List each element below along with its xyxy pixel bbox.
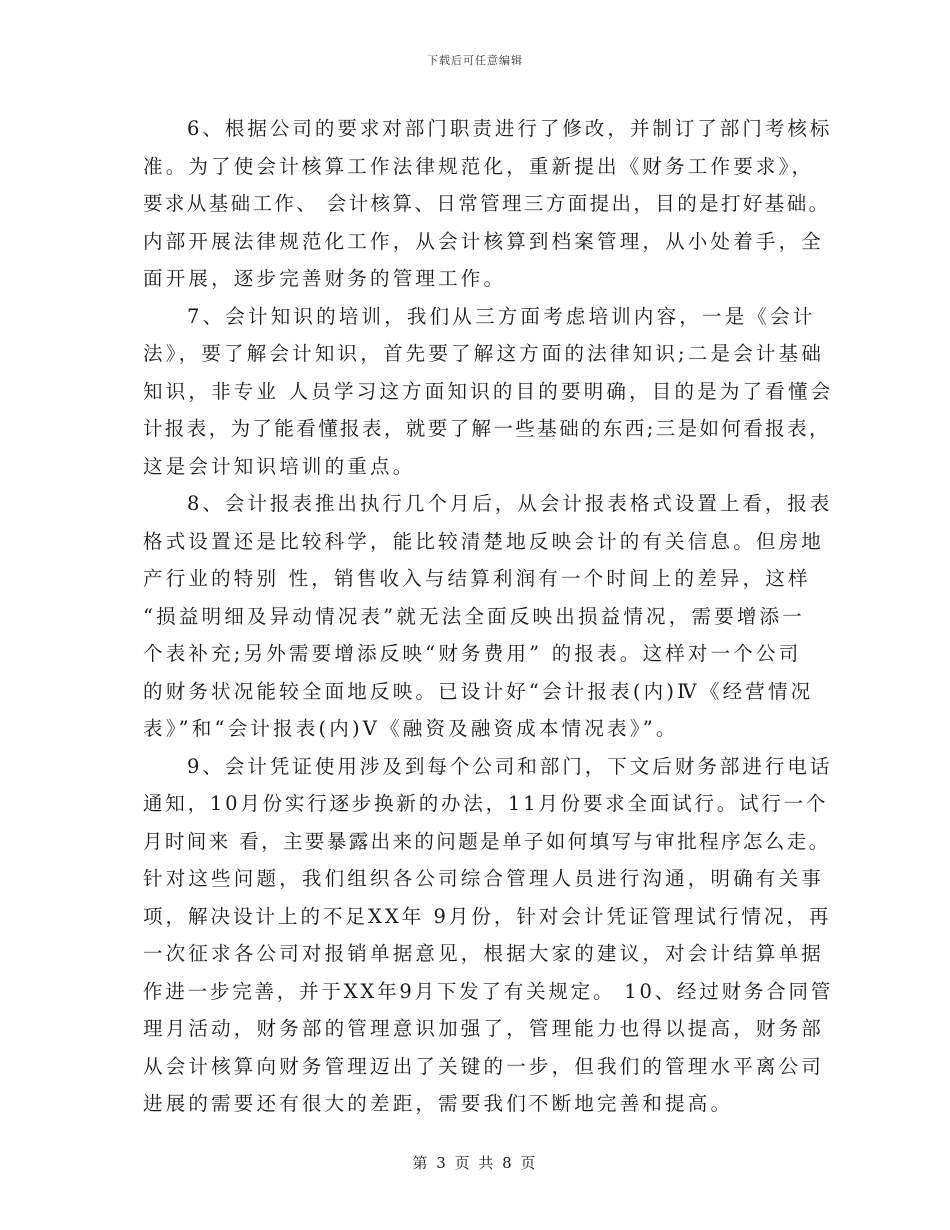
text-line: 面开展，逐步完善财务的管理工作。 <box>143 267 507 290</box>
text-line: 作进一步完善，并于XX年9月下发了有关规定。 10、经过财务合同管 <box>143 979 834 1003</box>
text-line: 理月活动，财务部的管理意识加强了，管理能力也得以提高，财务部 <box>143 1017 825 1040</box>
text-line: 计报表，为了能看懂报表，就要了解一些基础的东西;三是如何看报表， <box>143 417 831 440</box>
text-line: 个表补充;另外需要增添反映“财务费用” 的报表。这样对一个公司 <box>143 642 802 665</box>
document-body <box>143 110 834 1123</box>
text-line: “损益明细及异动情况表”就无法全面反映出损益情况，需要增添一 <box>143 604 805 628</box>
text-line: 准。为了使会计核算工作法律规范化，重新提出《财务工作要求》， <box>143 154 815 178</box>
text-line: 7、会计知识的培训，我们从三方面考虑培训内容，一是《会计 <box>187 304 816 328</box>
text-line: 一次征求各公司对报销单据意见，根据大家的建议，对会计结算单据 <box>143 942 825 965</box>
paragraph-7 <box>143 298 834 486</box>
text-line: 针对这些问题，我们组织各公司综合管理人员进行沟通，明确有关事 <box>143 867 825 890</box>
text-line: 要求从基础工作、 会计核算、日常管理三方面提出，目的是打好基础。 <box>143 192 831 215</box>
text-line: 进展的需要还有很大的差距，需要我们不断地完善和提高。 <box>143 1092 734 1115</box>
text-line: 格式设置还是比较科学，能比较清楚地反映会计的有关信息。但房地 <box>143 529 825 553</box>
paragraph-9 <box>143 748 834 1123</box>
text-line: 月时间来 看，主要暴露出来的问题是单子如何填写与审批程序怎么走。 <box>143 829 831 853</box>
text-line: 8、会计报表推出执行几个月后，从会计报表格式设置上看，报表 <box>187 492 833 515</box>
text-line: 表》”和“会计报表(内)Ⅴ《融资及融资成本情况表》”。 <box>143 717 679 740</box>
text-line: 产行业的特别 性，销售收入与结算利润有一个时间上的差异，这样 <box>143 567 811 590</box>
text-line: 通知，10月份实行逐步换新的办法，11月份要求全面试行。试行一个 <box>143 792 829 815</box>
text-line: 项，解决设计上的不足XX年 9月份，针对会计凭证管理试行情况，再 <box>143 904 832 928</box>
page-header: 下载后可任意编辑 <box>427 54 523 67</box>
text-line: 这是会计知识培训的重点。 <box>143 454 416 478</box>
text-line: 的财务状况能较全面地反映。已设计好“会计报表(内)Ⅳ《经营情况 <box>143 679 814 703</box>
text-line: 从会计核算向财务管理迈出了关键的一步，但我们的管理水平离公司 <box>143 1054 825 1078</box>
text-line: 知识，非专业 人员学习这方面知识的目的要明确，目的是为了看懂会 <box>143 379 834 403</box>
page-number-footer: 第 3 页 共 8 页 <box>412 1154 538 1172</box>
text-line: 内部开展法律规范化工作，从会计核算到档案管理，从小处着手，全 <box>143 229 825 253</box>
text-line: 9、会计凭证使用涉及到每个公司和部门，下文后财务部进行电话 <box>187 754 833 778</box>
paragraph-8 <box>143 485 833 748</box>
text-line: 法》，要了解会计知识，首先要了解这方面的法律知识;二是会计基础 <box>143 342 825 365</box>
paragraph-6 <box>143 110 833 298</box>
text-line: 6、根据公司的要求对部门职责进行了修改，并制订了部门考核标 <box>187 117 833 140</box>
